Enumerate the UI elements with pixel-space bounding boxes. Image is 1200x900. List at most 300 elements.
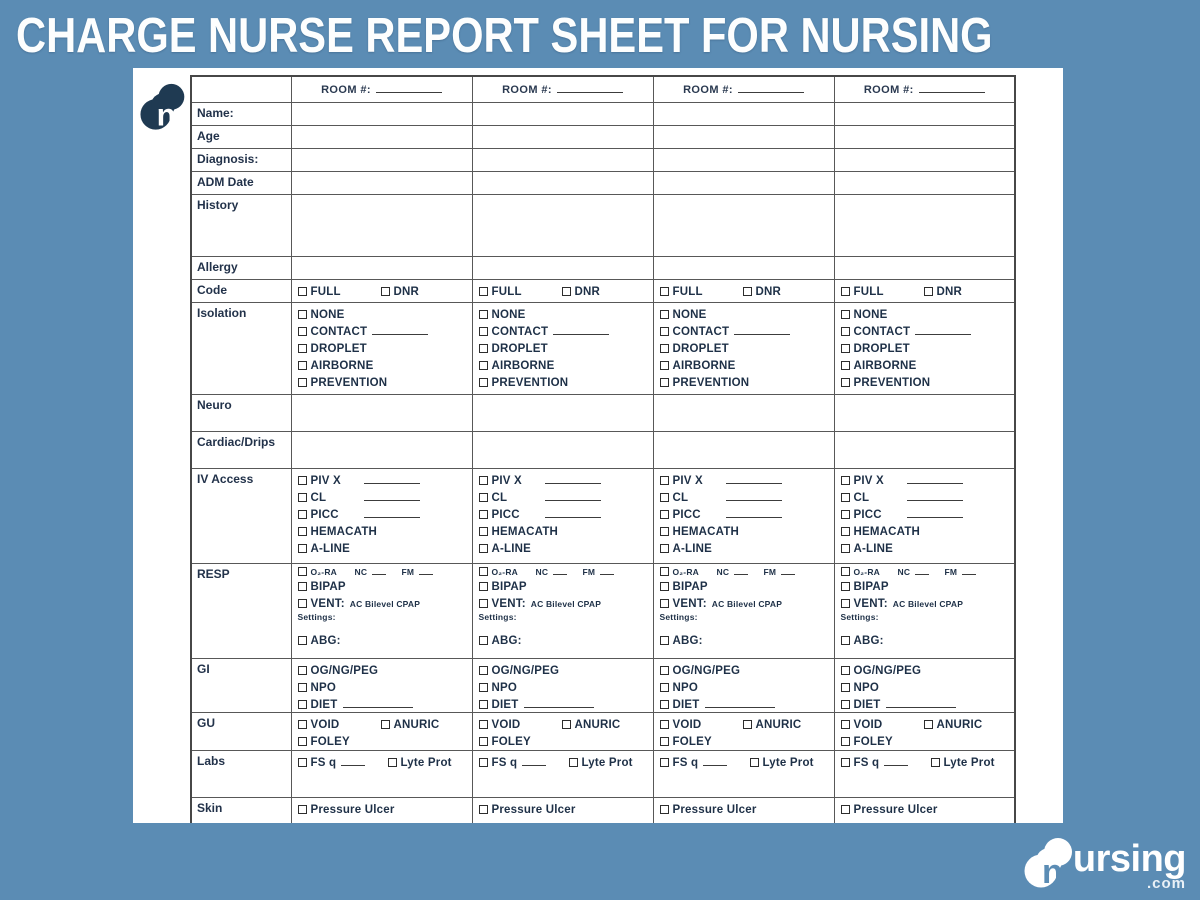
option-label-nc: NC bbox=[716, 566, 730, 577]
checkbox-abg[interactable] bbox=[660, 636, 669, 645]
option-label-vent: VENT: bbox=[491, 597, 526, 610]
checkbox-og-ng-peg[interactable] bbox=[841, 666, 850, 675]
option-segment bbox=[660, 566, 712, 577]
cell-name-room-3[interactable] bbox=[653, 102, 834, 125]
checkbox-og-ng-peg[interactable] bbox=[660, 666, 669, 675]
checkbox-o-ra[interactable] bbox=[479, 567, 488, 576]
option-line bbox=[841, 522, 1013, 539]
checkbox-fs-q[interactable] bbox=[479, 758, 488, 767]
option-label-foley: FOLEY bbox=[310, 735, 350, 748]
option-label-none: NONE bbox=[310, 308, 345, 321]
checkbox-contact[interactable] bbox=[660, 327, 669, 336]
checkbox-abg[interactable] bbox=[479, 636, 488, 645]
checkbox-contact[interactable] bbox=[841, 327, 850, 336]
nursing-cloud-n-icon-footer bbox=[1024, 835, 1076, 891]
checkbox-dnr[interactable] bbox=[924, 287, 933, 296]
blank-line[interactable] bbox=[372, 326, 428, 335]
option-label-fs-q: FS q bbox=[491, 756, 518, 769]
checkbox-picc[interactable] bbox=[479, 510, 488, 519]
checkbox-droplet[interactable] bbox=[298, 344, 307, 353]
room-number-blank[interactable] bbox=[919, 84, 985, 93]
blank-line[interactable] bbox=[781, 566, 795, 575]
option-label-prevention: PREVENTION bbox=[310, 376, 388, 389]
row-label-diagnosis: Diagnosis: bbox=[191, 148, 291, 171]
checkbox-picc[interactable] bbox=[841, 510, 850, 519]
option-line bbox=[298, 631, 470, 648]
cell-diagnosis-room-4[interactable] bbox=[834, 148, 1015, 171]
table-row-skin bbox=[191, 797, 1015, 823]
room-number-blank[interactable] bbox=[376, 84, 442, 93]
checkbox-cl[interactable] bbox=[660, 493, 669, 502]
option-segment bbox=[660, 282, 738, 301]
blank-line[interactable] bbox=[907, 475, 963, 484]
cell-adm-date-room-2[interactable] bbox=[472, 171, 653, 194]
option-segment bbox=[298, 373, 388, 392]
option-line bbox=[660, 339, 832, 356]
option-segment bbox=[898, 566, 940, 577]
cell-cardiac-drips-room-2[interactable] bbox=[472, 431, 653, 468]
option-label-a-line: A-LINE bbox=[491, 542, 532, 555]
cell-neuro-room-2[interactable] bbox=[472, 394, 653, 431]
checkbox-diet[interactable] bbox=[298, 700, 307, 709]
option-label-diet: DIET bbox=[672, 698, 700, 711]
checkbox-anuric[interactable] bbox=[562, 720, 571, 729]
checkbox-piv-x[interactable] bbox=[479, 476, 488, 485]
option-segment bbox=[743, 282, 782, 301]
option-segment bbox=[841, 566, 893, 577]
option-label-nc: NC bbox=[897, 566, 911, 577]
checkbox-og-ng-peg[interactable] bbox=[479, 666, 488, 675]
option-label-a-line: A-LINE bbox=[672, 542, 713, 555]
option-segment bbox=[841, 539, 894, 558]
checkbox-foley[interactable] bbox=[479, 737, 488, 746]
svg-text:n: n bbox=[156, 97, 176, 133]
blank-line[interactable] bbox=[705, 699, 775, 708]
option-line bbox=[660, 488, 832, 505]
checkbox-airborne[interactable] bbox=[298, 361, 307, 370]
option-segment bbox=[298, 753, 383, 772]
row-label-labs: Labs bbox=[191, 750, 291, 797]
checkbox-bipap[interactable] bbox=[660, 582, 669, 591]
checkbox-vent[interactable] bbox=[479, 599, 488, 608]
checkbox-cl[interactable] bbox=[479, 493, 488, 502]
option-label-cl: CL bbox=[491, 491, 508, 504]
cell-gu-room-1 bbox=[291, 712, 472, 750]
option-label-bipap: BIPAP bbox=[491, 580, 527, 593]
option-line bbox=[298, 678, 470, 695]
checkbox-npo[interactable] bbox=[298, 683, 307, 692]
cell-history-room-1[interactable] bbox=[291, 194, 472, 256]
option-segment bbox=[660, 611, 698, 622]
checkbox-lyte-prot[interactable] bbox=[750, 758, 759, 767]
checkbox-picc[interactable] bbox=[660, 510, 669, 519]
blank-line[interactable] bbox=[545, 509, 601, 518]
cell-history-room-3[interactable] bbox=[653, 194, 834, 256]
checkbox-dnr[interactable] bbox=[562, 287, 571, 296]
cell-adm-date-room-3[interactable] bbox=[653, 171, 834, 194]
option-line bbox=[479, 282, 651, 299]
report-table bbox=[190, 75, 1016, 823]
option-segment bbox=[660, 753, 745, 772]
option-line bbox=[298, 577, 470, 594]
checkbox-foley[interactable] bbox=[298, 737, 307, 746]
option-label-bipap: BIPAP bbox=[853, 580, 889, 593]
option-label-airborne: AIRBORNE bbox=[672, 359, 736, 372]
option-line bbox=[479, 339, 651, 356]
checkbox-a-line[interactable] bbox=[298, 544, 307, 553]
cell-allergy-room-4[interactable] bbox=[834, 256, 1015, 279]
checkbox-lyte-prot[interactable] bbox=[388, 758, 397, 767]
blank-line[interactable] bbox=[341, 757, 365, 766]
option-label-full: FULL bbox=[310, 285, 341, 298]
blank-line[interactable] bbox=[419, 566, 433, 575]
cell-cardiac-drips-room-4[interactable] bbox=[834, 431, 1015, 468]
option-segment bbox=[841, 611, 879, 622]
option-line bbox=[660, 522, 832, 539]
checkbox-prevention[interactable] bbox=[298, 378, 307, 387]
option-label-airborne: AIRBORNE bbox=[491, 359, 555, 372]
option-line bbox=[479, 678, 651, 695]
blank-line[interactable] bbox=[524, 699, 594, 708]
checkbox-full[interactable] bbox=[479, 287, 488, 296]
option-line bbox=[660, 800, 832, 817]
blank-line[interactable] bbox=[553, 326, 609, 335]
table-row-neuro bbox=[191, 394, 1015, 431]
option-line bbox=[841, 732, 1013, 749]
cell-history-room-4[interactable] bbox=[834, 194, 1015, 256]
checkbox-airborne[interactable] bbox=[660, 361, 669, 370]
cell-history-room-2[interactable] bbox=[472, 194, 653, 256]
cell-diagnosis-room-3[interactable] bbox=[653, 148, 834, 171]
option-segment bbox=[569, 753, 633, 772]
logo-wordmark bbox=[1072, 837, 1186, 892]
checkbox-fs-q[interactable] bbox=[298, 758, 307, 767]
checkbox-cl[interactable] bbox=[841, 493, 850, 502]
checkbox-abg[interactable] bbox=[298, 636, 307, 645]
cell-neuro-room-4[interactable] bbox=[834, 394, 1015, 431]
option-line bbox=[479, 505, 651, 522]
checkbox-none[interactable] bbox=[298, 310, 307, 319]
cell-cardiac-drips-room-3[interactable] bbox=[653, 431, 834, 468]
option-label-fs-q: FS q bbox=[310, 756, 337, 769]
checkbox-void[interactable] bbox=[660, 720, 669, 729]
checkbox-abg[interactable] bbox=[841, 636, 850, 645]
nursing-com-logo bbox=[1024, 835, 1186, 892]
option-line bbox=[298, 539, 470, 556]
room-header-cell-1 bbox=[291, 76, 472, 102]
row-label-skin: Skin bbox=[191, 797, 291, 823]
checkbox-picc[interactable] bbox=[298, 510, 307, 519]
blank-line[interactable] bbox=[884, 757, 908, 766]
option-label-lyte-prot: Lyte Prot bbox=[581, 756, 633, 769]
checkbox-lyte-prot[interactable] bbox=[569, 758, 578, 767]
option-line bbox=[841, 678, 1013, 695]
checkbox-void[interactable] bbox=[298, 720, 307, 729]
option-segment bbox=[660, 695, 775, 713]
cell-name-room-2[interactable] bbox=[472, 102, 653, 125]
checkbox-npo[interactable] bbox=[479, 683, 488, 692]
option-label-full: FULL bbox=[672, 285, 703, 298]
checkbox-dnr[interactable] bbox=[743, 287, 752, 296]
blank-line[interactable] bbox=[703, 757, 727, 766]
cell-adm-date-room-1[interactable] bbox=[291, 171, 472, 194]
option-line bbox=[660, 305, 832, 322]
cell-age-room-1[interactable] bbox=[291, 125, 472, 148]
checkbox-full[interactable] bbox=[298, 287, 307, 296]
blank-line[interactable] bbox=[734, 326, 790, 335]
option-label-none: NONE bbox=[853, 308, 888, 321]
cell-iv-access-room-3 bbox=[653, 468, 834, 563]
option-line bbox=[660, 661, 832, 678]
option-label-lyte-prot: Lyte Prot bbox=[943, 756, 995, 769]
blank-line[interactable] bbox=[907, 492, 963, 501]
blank-line[interactable] bbox=[343, 699, 413, 708]
checkbox-contact[interactable] bbox=[298, 327, 307, 336]
option-segment bbox=[355, 566, 397, 577]
checkbox-hemacath[interactable] bbox=[660, 527, 669, 536]
cell-allergy-room-3[interactable] bbox=[653, 256, 834, 279]
room-number-blank[interactable] bbox=[557, 84, 623, 93]
option-label-contact: CONTACT bbox=[853, 325, 911, 338]
checkbox-fs-q[interactable] bbox=[660, 758, 669, 767]
checkbox-bipap[interactable] bbox=[841, 582, 850, 591]
blank-line[interactable] bbox=[364, 475, 420, 484]
option-segment bbox=[536, 566, 578, 577]
checkbox-foley[interactable] bbox=[660, 737, 669, 746]
checkbox-prevention[interactable] bbox=[841, 378, 850, 387]
option-segment bbox=[931, 753, 995, 772]
room-number-blank[interactable] bbox=[738, 84, 804, 93]
option-line bbox=[479, 594, 651, 611]
option-segment bbox=[381, 715, 440, 734]
option-segment bbox=[660, 373, 750, 392]
nursing-cloud-n-icon bbox=[140, 81, 188, 133]
option-label-anuric: ANURIC bbox=[574, 718, 621, 731]
checkbox-none[interactable] bbox=[479, 310, 488, 319]
table-row-diagnosis bbox=[191, 148, 1015, 171]
checkbox-droplet[interactable] bbox=[479, 344, 488, 353]
checkbox-diet[interactable] bbox=[841, 700, 850, 709]
option-segment bbox=[743, 715, 802, 734]
option-line bbox=[841, 661, 1013, 678]
checkbox-pressure-ulcer[interactable] bbox=[660, 805, 669, 814]
blank-line[interactable] bbox=[372, 566, 386, 575]
checkbox-hemacath[interactable] bbox=[298, 527, 307, 536]
option-line bbox=[298, 715, 470, 732]
cell-adm-date-room-4[interactable] bbox=[834, 171, 1015, 194]
option-line bbox=[298, 566, 470, 577]
option-label-pressure-ulcer: Pressure Ulcer bbox=[491, 803, 576, 816]
checkbox-full[interactable] bbox=[841, 287, 850, 296]
table-row-gu bbox=[191, 712, 1015, 750]
option-line bbox=[841, 800, 1013, 817]
blank-line[interactable] bbox=[726, 475, 782, 484]
option-label-abg: ABG: bbox=[672, 634, 703, 647]
checkbox-pressure-ulcer[interactable] bbox=[298, 805, 307, 814]
option-label-piv-x: PIV X bbox=[491, 474, 522, 487]
cell-allergy-room-2[interactable] bbox=[472, 256, 653, 279]
checkbox-droplet[interactable] bbox=[660, 344, 669, 353]
option-label-dnr: DNR bbox=[755, 285, 782, 298]
cell-iv-access-room-1 bbox=[291, 468, 472, 563]
checkbox-none[interactable] bbox=[841, 310, 850, 319]
checkbox-npo[interactable] bbox=[660, 683, 669, 692]
option-label-vent: VENT: bbox=[853, 597, 888, 610]
checkbox-a-line[interactable] bbox=[841, 544, 850, 553]
cell-skin-room-4 bbox=[834, 797, 1015, 823]
cell-iv-access-room-2 bbox=[472, 468, 653, 563]
checkbox-void[interactable] bbox=[841, 720, 850, 729]
row-label-name: Name: bbox=[191, 102, 291, 125]
option-label-picc: PICC bbox=[672, 508, 701, 521]
checkbox-hemacath[interactable] bbox=[479, 527, 488, 536]
cell-name-room-1[interactable] bbox=[291, 102, 472, 125]
option-label-settings: Settings: bbox=[478, 611, 517, 622]
cell-name-room-4[interactable] bbox=[834, 102, 1015, 125]
option-line bbox=[298, 594, 470, 611]
table-row-gi bbox=[191, 658, 1015, 712]
option-line bbox=[479, 488, 651, 505]
checkbox-og-ng-peg[interactable] bbox=[298, 666, 307, 675]
checkbox-void[interactable] bbox=[479, 720, 488, 729]
cell-age-room-3[interactable] bbox=[653, 125, 834, 148]
checkbox-anuric[interactable] bbox=[381, 720, 390, 729]
blank-line[interactable] bbox=[726, 492, 782, 501]
checkbox-lyte-prot[interactable] bbox=[931, 758, 940, 767]
cell-neuro-room-3[interactable] bbox=[653, 394, 834, 431]
checkbox-a-line[interactable] bbox=[479, 544, 488, 553]
cell-diagnosis-room-2[interactable] bbox=[472, 148, 653, 171]
option-label-ac-bilevel-cpap: AC Bilevel CPAP bbox=[349, 598, 421, 609]
checkbox-piv-x[interactable] bbox=[660, 476, 669, 485]
checkbox-cl[interactable] bbox=[298, 493, 307, 502]
checkbox-foley[interactable] bbox=[841, 737, 850, 746]
checkbox-bipap[interactable] bbox=[479, 582, 488, 591]
cell-age-room-4[interactable] bbox=[834, 125, 1015, 148]
option-label-picc: PICC bbox=[853, 508, 882, 521]
option-label-diet: DIET bbox=[310, 698, 338, 711]
checkbox-vent[interactable] bbox=[298, 599, 307, 608]
blank-line[interactable] bbox=[734, 566, 748, 575]
blank-line[interactable] bbox=[915, 566, 929, 575]
checkbox-o-ra[interactable] bbox=[660, 567, 669, 576]
room-header-cell-2 bbox=[472, 76, 653, 102]
option-label-nc: NC bbox=[535, 566, 549, 577]
checkbox-airborne[interactable] bbox=[479, 361, 488, 370]
option-label-none: NONE bbox=[672, 308, 707, 321]
checkbox-fs-q[interactable] bbox=[841, 758, 850, 767]
option-line bbox=[479, 753, 651, 770]
cell-iv-access-room-4 bbox=[834, 468, 1015, 563]
option-label-contact: CONTACT bbox=[672, 325, 730, 338]
option-segment bbox=[298, 282, 376, 301]
option-label-droplet: DROPLET bbox=[853, 342, 910, 355]
report-sheet bbox=[133, 68, 1063, 823]
checkbox-hemacath[interactable] bbox=[841, 527, 850, 536]
checkbox-full[interactable] bbox=[660, 287, 669, 296]
blank-line[interactable] bbox=[545, 475, 601, 484]
row-label-isolation: Isolation bbox=[191, 302, 291, 394]
checkbox-airborne[interactable] bbox=[841, 361, 850, 370]
checkbox-contact[interactable] bbox=[479, 327, 488, 336]
blank-line[interactable] bbox=[726, 509, 782, 518]
option-label-settings: Settings: bbox=[297, 611, 336, 622]
checkbox-prevention[interactable] bbox=[660, 378, 669, 387]
table-row-age bbox=[191, 125, 1015, 148]
checkbox-pressure-ulcer[interactable] bbox=[841, 805, 850, 814]
option-line bbox=[841, 594, 1013, 611]
option-segment bbox=[841, 282, 919, 301]
option-segment bbox=[298, 539, 351, 558]
checkbox-piv-x[interactable] bbox=[298, 476, 307, 485]
blank-line[interactable] bbox=[907, 509, 963, 518]
checkbox-prevention[interactable] bbox=[479, 378, 488, 387]
option-line bbox=[298, 322, 470, 339]
option-label-abg: ABG: bbox=[310, 634, 341, 647]
cell-allergy-room-1[interactable] bbox=[291, 256, 472, 279]
checkbox-o-ra[interactable] bbox=[841, 567, 850, 576]
table-row-adm-date bbox=[191, 171, 1015, 194]
checkbox-droplet[interactable] bbox=[841, 344, 850, 353]
room-number-label: ROOM #: bbox=[683, 84, 733, 97]
blank-line[interactable] bbox=[553, 566, 567, 575]
checkbox-anuric[interactable] bbox=[743, 720, 752, 729]
blank-line[interactable] bbox=[364, 509, 420, 518]
room-number-label: ROOM #: bbox=[863, 84, 914, 97]
cell-age-room-2[interactable] bbox=[472, 125, 653, 148]
blank-line[interactable] bbox=[962, 566, 976, 575]
option-segment bbox=[660, 732, 712, 751]
checkbox-vent[interactable] bbox=[660, 599, 669, 608]
option-label-picc: PICC bbox=[310, 508, 339, 521]
checkbox-diet[interactable] bbox=[660, 700, 669, 709]
checkbox-piv-x[interactable] bbox=[841, 476, 850, 485]
blank-line[interactable] bbox=[600, 566, 614, 575]
blank-line[interactable] bbox=[364, 492, 420, 501]
checkbox-vent[interactable] bbox=[841, 599, 850, 608]
option-line bbox=[298, 695, 470, 712]
checkbox-pressure-ulcer[interactable] bbox=[479, 805, 488, 814]
checkbox-npo[interactable] bbox=[841, 683, 850, 692]
option-label-og-ng-peg: OG/NG/PEG bbox=[310, 664, 379, 677]
cell-diagnosis-room-1[interactable] bbox=[291, 148, 472, 171]
blank-line[interactable] bbox=[886, 699, 956, 708]
option-label-prevention: PREVENTION bbox=[491, 376, 569, 389]
checkbox-bipap[interactable] bbox=[298, 582, 307, 591]
blank-line[interactable] bbox=[545, 492, 601, 501]
cell-neuro-room-1[interactable] bbox=[291, 394, 472, 431]
blank-line[interactable] bbox=[915, 326, 971, 335]
option-segment bbox=[298, 800, 395, 819]
blank-line[interactable] bbox=[522, 757, 546, 766]
cell-resp-room-2 bbox=[472, 563, 653, 658]
cell-isolation-room-2 bbox=[472, 302, 653, 394]
option-segment bbox=[562, 282, 601, 301]
checkbox-o-ra[interactable] bbox=[298, 567, 307, 576]
checkbox-anuric[interactable] bbox=[924, 720, 933, 729]
option-label-hemacath: HEMACATH bbox=[310, 525, 378, 538]
checkbox-none[interactable] bbox=[660, 310, 669, 319]
logo-word: ursing bbox=[1072, 837, 1186, 880]
option-segment bbox=[841, 732, 893, 751]
checkbox-dnr[interactable] bbox=[381, 287, 390, 296]
option-line bbox=[298, 305, 470, 322]
checkbox-diet[interactable] bbox=[479, 700, 488, 709]
option-line bbox=[479, 356, 651, 373]
option-label-a-line: A-LINE bbox=[310, 542, 351, 555]
cell-cardiac-drips-room-1[interactable] bbox=[291, 431, 472, 468]
checkbox-a-line[interactable] bbox=[660, 544, 669, 553]
